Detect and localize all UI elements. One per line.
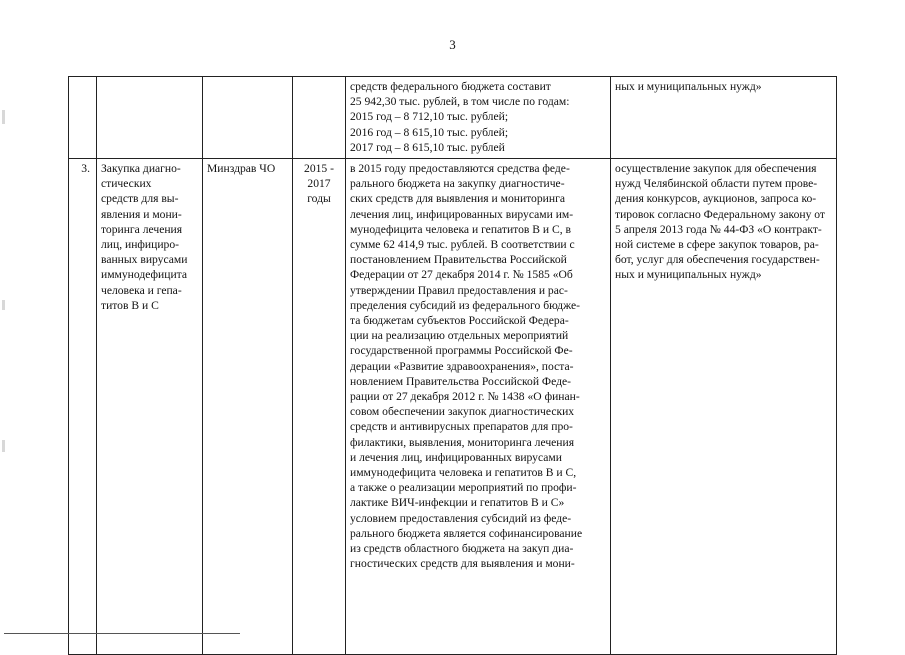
description-line: ских средств для выявления и мониторинга — [350, 192, 565, 206]
note-line: ных и муниципальных нужд» — [615, 268, 762, 282]
description-line: мунодефицита человека и гепатитов В и С, в — [350, 222, 571, 236]
footer-rule — [4, 633, 240, 634]
name-line: титов В и С — [101, 298, 159, 312]
term-line: 2015 - — [304, 162, 334, 175]
cell-term — [293, 77, 346, 159]
description-line: лечения лиц, инфицированных вирусами им- — [350, 207, 574, 221]
description-line: утверждении Правил предоставления и рас- — [350, 283, 568, 297]
scan-artifact — [2, 440, 5, 452]
description-line: средств и антивирусных препаратов для про- — [350, 420, 573, 434]
cell-name — [97, 77, 203, 159]
name-line: торинга лечения — [101, 222, 183, 236]
cell-note: ных и муниципальных нужд» — [611, 77, 837, 159]
name-line: Закупка диагно- — [101, 162, 181, 175]
cell-note — [611, 159, 837, 655]
name-line: человека и гепа- — [101, 283, 182, 297]
description-line: иммунодефицита человека и гепатитов В и С, — [350, 466, 577, 480]
description-line: государственной программы Российской Фе- — [350, 344, 573, 358]
description-line: дерации «Развитие здравоохранения», поста- — [350, 359, 574, 373]
note-line: дения конкурсов, аукционов, запроса ко- — [615, 192, 817, 206]
name-line: ванных вирусами — [101, 253, 188, 267]
table-row-continuation — [69, 77, 837, 159]
description-line: сумме 62 414,9 тыс. рублей. В соответствии с — [350, 238, 575, 252]
description-line: 2015 год – 8 712,10 тыс. рублей; — [350, 110, 509, 124]
cell-description — [346, 77, 611, 159]
cell-num — [69, 77, 97, 159]
description-line: рального бюджета на закупку диагностиче- — [350, 177, 565, 191]
note-line: осуществление закупок для обеспечения — [615, 162, 817, 175]
note-line: бот, услуг для обеспечения государствен- — [615, 253, 820, 267]
description-line: лактике ВИЧ-инфекции и гепатитов В и С» — [350, 496, 565, 510]
term-line: 2017 — [307, 177, 331, 191]
description-line: гностических средств для выявления и мони- — [350, 557, 575, 571]
measures-table — [68, 76, 837, 655]
cell-executor: Минздрав ЧО — [203, 159, 293, 655]
description-line: и лечения лиц, инфицированных вирусами — [350, 450, 562, 464]
description-line: условием предоставления субсидий из феде- — [350, 511, 572, 525]
name-line: иммунодефицита — [101, 268, 188, 282]
description-line: в 2015 году предоставляются средства феде- — [350, 162, 570, 175]
cell-term — [293, 159, 346, 655]
description-line: а также о реализации мероприятий по профи- — [350, 481, 577, 495]
description-line: пределения субсидий из федерального бюдже- — [350, 298, 580, 312]
description-line: Федерации от 27 декабря 2014 г. № 1585 «Об — [350, 268, 573, 282]
name-line: стических — [101, 177, 152, 191]
description-line: та бюджетам субъектов Российской Федера- — [350, 314, 569, 328]
description-line: ции на реализацию отдельных мероприятий — [350, 329, 569, 343]
description-line: постановлением Правительства Российской — [350, 253, 567, 267]
description-line: новлением Правительства Российской Феде- — [350, 374, 571, 388]
scan-artifact — [2, 300, 5, 310]
note-line: тировок согласно Федеральному закону от — [615, 207, 825, 221]
name-line: явления и мони- — [101, 207, 182, 221]
page-number: 3 — [449, 37, 456, 52]
note-line: ной системе в сфере закупок товаров, ра- — [615, 238, 819, 252]
name-line: лиц, инфициро- — [101, 238, 179, 252]
description-line: 2016 год – 8 615,10 тыс. рублей; — [350, 125, 509, 139]
description-line: 25 942,30 тыс. рублей, в том числе по годам: — [350, 95, 570, 109]
cell-executor — [203, 77, 293, 159]
description-line: совом обеспечении закупок диагностических — [350, 405, 575, 419]
description-line: 2017 год – 8 615,10 тыс. рублей — [350, 140, 505, 154]
cell-description — [346, 159, 611, 655]
cell-num: 3. — [69, 159, 97, 655]
note-line: 5 апреля 2013 года № 44-ФЗ «О контракт- — [615, 222, 822, 236]
name-line: средств для вы- — [101, 192, 179, 206]
description-line: рального бюджета является софинансирование — [350, 526, 583, 540]
description-line: рации от 27 декабря 2012 г. № 1438 «О финан- — [350, 390, 580, 404]
scan-artifact — [2, 110, 5, 124]
description-line: из средств областного бюджета на закуп диа- — [350, 542, 574, 556]
description-line: средств федерального бюджета составит — [350, 80, 551, 93]
note-line: нужд Челябинской области путем прове- — [615, 177, 818, 191]
table-row-3 — [69, 159, 837, 655]
description-line: филактики, выявления, мониторинга лечения — [350, 435, 575, 449]
term-line: годы — [307, 192, 331, 206]
cell-name — [97, 159, 203, 655]
